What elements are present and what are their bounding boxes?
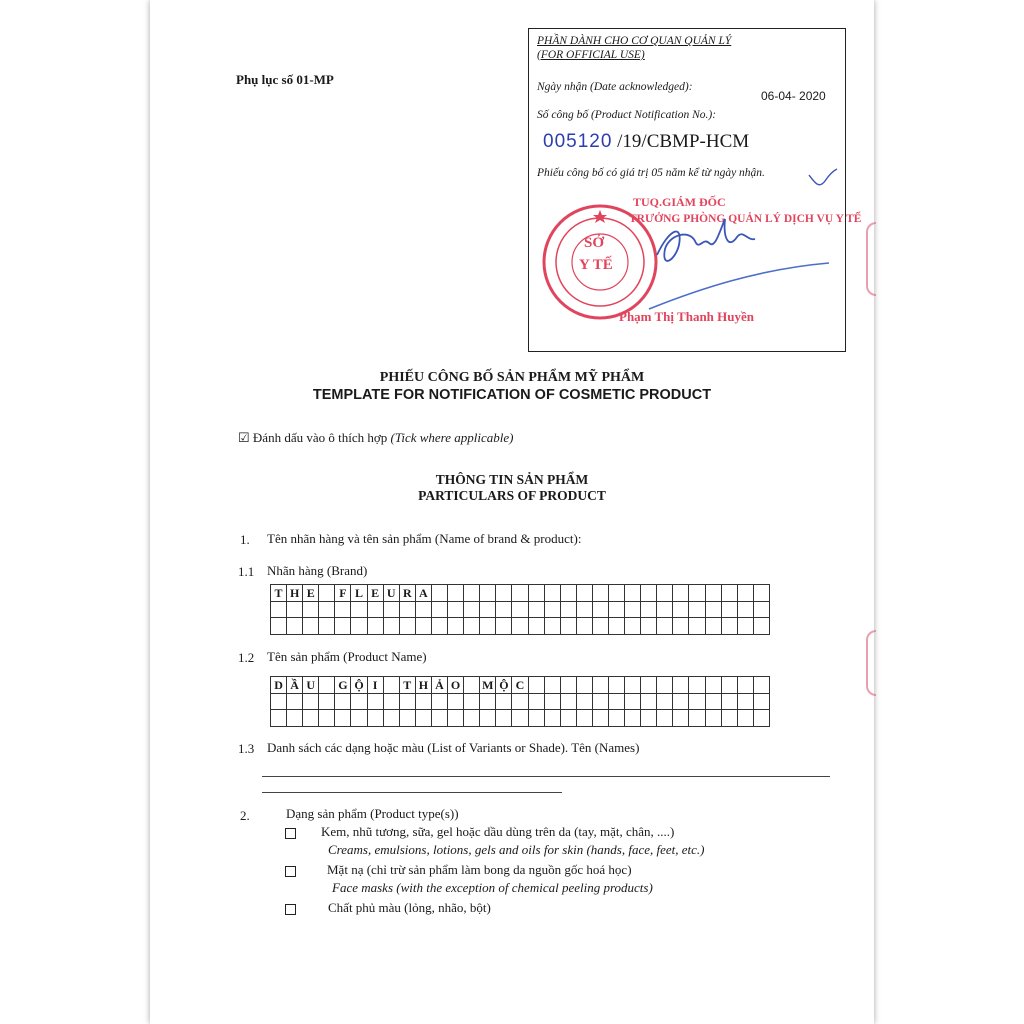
grid-cell — [319, 601, 335, 618]
grid-cell — [753, 677, 769, 694]
stamp-edge-mark — [866, 222, 876, 296]
item-2-text: Dạng sản phẩm (Product type(s)) — [286, 806, 459, 821]
grid-cell — [367, 693, 383, 710]
option-1-vi: Kem, nhũ tương, sữa, gel hoặc dầu dùng trên da (tay, mặt, chân, ....) — [321, 824, 675, 839]
stamp-center-top: SỞ — [584, 235, 605, 251]
grid-cell — [303, 601, 319, 618]
annex-label: Phụ lục số 01-MP — [236, 72, 334, 87]
grid-cell — [512, 601, 528, 618]
grid-cell: Ộ — [496, 677, 512, 694]
grid-cell — [544, 693, 560, 710]
grid-cell — [689, 693, 705, 710]
grid-cell — [721, 693, 737, 710]
grid-cell — [383, 677, 399, 694]
notification-number-suffix: /19/CBMP-HCM — [612, 131, 750, 152]
grid-cell — [576, 710, 592, 727]
grid-cell — [753, 618, 769, 635]
grid-cell — [335, 618, 351, 635]
grid-cell — [721, 618, 737, 635]
grid-cell — [448, 618, 464, 635]
grid-cell: Ộ — [351, 677, 367, 694]
grid-cell — [544, 618, 560, 635]
grid-cell — [496, 618, 512, 635]
grid-cell — [705, 677, 721, 694]
grid-cell — [335, 601, 351, 618]
item-1-1-number: 1.1 — [238, 564, 255, 579]
grid-cell — [641, 585, 657, 602]
grid-cell — [560, 710, 576, 727]
brand-character-grid — [270, 584, 770, 635]
official-use-box — [528, 28, 862, 352]
grid-cell — [657, 693, 673, 710]
item-1-3-number: 1.3 — [238, 741, 255, 756]
grid-cell — [592, 618, 608, 635]
grid-cell — [592, 601, 608, 618]
grid-cell — [592, 693, 608, 710]
grid-cell — [544, 601, 560, 618]
grid-cell — [271, 601, 287, 618]
grid-cell — [721, 585, 737, 602]
grid-cell — [287, 710, 303, 727]
grid-cell — [737, 677, 753, 694]
grid-cell — [560, 618, 576, 635]
handwritten-signature — [639, 159, 839, 319]
signer-name: Phạm Thị Thanh Huyền — [619, 309, 754, 324]
grid-cell: M — [480, 677, 496, 694]
section-title-vi: THÔNG TIN SẢN PHẨM — [435, 472, 589, 487]
variants-line — [262, 776, 830, 777]
grid-cell — [608, 618, 624, 635]
title-en: TEMPLATE FOR NOTIFICATION OF COSMETIC PRODUCT — [312, 387, 712, 403]
grid-cell — [303, 693, 319, 710]
grid-cell — [608, 710, 624, 727]
grid-cell — [431, 693, 447, 710]
grid-cell — [705, 585, 721, 602]
grid-cell — [592, 585, 608, 602]
official-header-en: (FOR OFFICIAL USE) — [537, 49, 645, 61]
grid-cell — [576, 585, 592, 602]
grid-cell — [544, 585, 560, 602]
grid-cell — [464, 710, 480, 727]
grid-cell — [576, 693, 592, 710]
grid-cell — [528, 710, 544, 727]
grid-cell: H — [415, 677, 431, 694]
grid-cell — [528, 601, 544, 618]
grid-cell — [415, 618, 431, 635]
grid-cell — [383, 601, 399, 618]
notification-number-value: 005120 — [543, 131, 613, 152]
grid-cell: T — [271, 585, 287, 602]
grid-cell — [673, 710, 689, 727]
stamp-title-1: TUQ.GIÁM ĐỐC — [633, 195, 726, 209]
grid-cell — [625, 585, 641, 602]
grid-cell — [319, 693, 335, 710]
official-header-vi: PHẦN DÀNH CHO CƠ QUAN QUẢN LÝ — [537, 35, 732, 47]
item-1-2-number: 1.2 — [238, 650, 255, 665]
grid-cell: L — [351, 585, 367, 602]
grid-cell — [592, 677, 608, 694]
grid-cell — [673, 601, 689, 618]
grid-cell — [464, 693, 480, 710]
grid-cell — [287, 693, 303, 710]
grid-cell — [721, 677, 737, 694]
grid-cell — [689, 585, 705, 602]
grid-cell — [737, 693, 753, 710]
grid-cell — [625, 710, 641, 727]
grid-cell — [303, 710, 319, 727]
grid-cell — [319, 710, 335, 727]
validity-note: Phiếu công bố có giá trị 05 năm kể từ ngày nhận. — [537, 167, 765, 179]
grid-cell: C — [512, 677, 528, 694]
tick-note-en: (Tick where applicable) — [390, 430, 514, 445]
grid-cell — [464, 585, 480, 602]
grid-cell — [335, 710, 351, 727]
tick-note-vi: ☑ Đánh dấu vào ô thích hợp — [238, 430, 391, 445]
option-3-vi: Chất phủ màu (lỏng, nhão, bột) — [328, 900, 491, 915]
grid-cell — [448, 710, 464, 727]
tick-note — [238, 430, 513, 446]
product-character-grid — [270, 676, 770, 727]
grid-cell — [383, 618, 399, 635]
grid-cell — [689, 677, 705, 694]
section-title-en: PARTICULARS OF PRODUCT — [418, 488, 606, 503]
grid-cell — [625, 677, 641, 694]
grid-cell — [496, 585, 512, 602]
grid-cell — [673, 693, 689, 710]
grid-cell — [608, 601, 624, 618]
grid-cell — [673, 585, 689, 602]
grid-cell — [705, 693, 721, 710]
grid-cell — [480, 618, 496, 635]
grid-cell — [544, 677, 560, 694]
grid-cell — [415, 601, 431, 618]
grid-cell: E — [303, 585, 319, 602]
stamp-title-2: TRƯỞNG PHÒNG QUẢN LÝ DỊCH VỤ Y TẾ — [629, 213, 862, 225]
grid-cell: E — [367, 585, 383, 602]
grid-cell — [383, 693, 399, 710]
grid-cell — [480, 585, 496, 602]
grid-cell — [464, 618, 480, 635]
grid-cell — [528, 585, 544, 602]
grid-cell — [512, 710, 528, 727]
date-label: Ngày nhận (Date acknowledged): — [537, 81, 693, 93]
grid-cell — [576, 677, 592, 694]
grid-cell — [657, 677, 673, 694]
grid-cell — [753, 693, 769, 710]
grid-cell — [737, 710, 753, 727]
grid-cell — [351, 693, 367, 710]
grid-cell — [641, 693, 657, 710]
item-1-2-text: Tên sản phẩm (Product Name) — [267, 649, 427, 664]
notification-number — [543, 131, 749, 153]
grid-cell — [705, 710, 721, 727]
variants-line — [262, 792, 562, 793]
grid-cell: A — [415, 585, 431, 602]
grid-cell — [383, 710, 399, 727]
grid-cell — [480, 693, 496, 710]
grid-cell — [415, 710, 431, 727]
grid-cell — [464, 601, 480, 618]
grid-cell: Ả — [431, 677, 447, 694]
grid-cell — [512, 618, 528, 635]
grid-cell — [641, 601, 657, 618]
grid-cell: D — [271, 677, 287, 694]
grid-cell — [689, 618, 705, 635]
grid-cell — [319, 677, 335, 694]
option-2-vi: Mặt nạ (chỉ trừ sản phẩm làm bong da nguồn gốc hoá học) — [327, 862, 632, 877]
grid-cell — [608, 693, 624, 710]
grid-cell — [753, 585, 769, 602]
grid-cell — [641, 618, 657, 635]
grid-cell — [496, 710, 512, 727]
grid-cell — [641, 710, 657, 727]
date-value: 06-04- 2020 — [761, 89, 826, 103]
grid-cell — [528, 677, 544, 694]
grid-cell — [721, 601, 737, 618]
grid-cell — [705, 618, 721, 635]
item-1-1-text: Nhãn hàng (Brand) — [267, 563, 368, 578]
grid-cell — [560, 601, 576, 618]
grid-cell — [657, 710, 673, 727]
grid-cell — [448, 693, 464, 710]
grid-cell — [399, 710, 415, 727]
grid-cell — [367, 618, 383, 635]
grid-cell — [737, 585, 753, 602]
grid-cell — [608, 677, 624, 694]
grid-cell: F — [335, 585, 351, 602]
grid-cell — [303, 618, 319, 635]
grid-cell: O — [448, 677, 464, 694]
grid-cell — [673, 618, 689, 635]
grid-cell — [399, 618, 415, 635]
grid-cell — [576, 601, 592, 618]
grid-cell — [415, 693, 431, 710]
title-vi: PHIẾU CÔNG BỐ SẢN PHẨM MỸ PHẨM — [379, 370, 645, 385]
grid-cell: G — [335, 677, 351, 694]
grid-cell — [367, 601, 383, 618]
grid-cell — [271, 693, 287, 710]
grid-cell — [689, 710, 705, 727]
grid-cell — [271, 618, 287, 635]
grid-cell — [560, 693, 576, 710]
grid-cell — [625, 693, 641, 710]
grid-cell — [464, 677, 480, 694]
product-type-checkbox[interactable] — [285, 866, 296, 877]
grid-cell — [673, 677, 689, 694]
grid-cell — [657, 618, 673, 635]
grid-cell — [448, 601, 464, 618]
grid-cell: U — [303, 677, 319, 694]
grid-cell — [576, 618, 592, 635]
stamp-edge-mark — [866, 630, 876, 696]
grid-cell — [431, 618, 447, 635]
grid-cell — [625, 618, 641, 635]
grid-cell — [480, 601, 496, 618]
item-1-number: 1. — [240, 532, 250, 547]
product-type-checkbox[interactable] — [285, 904, 296, 915]
grid-cell — [448, 585, 464, 602]
grid-cell — [560, 585, 576, 602]
grid-cell — [351, 710, 367, 727]
grid-cell — [560, 677, 576, 694]
grid-cell — [431, 710, 447, 727]
option-1-en: Creams, emulsions, lotions, gels and oils for skin (hands, face, feet, etc.) — [328, 842, 705, 857]
grid-cell — [592, 710, 608, 727]
grid-cell: R — [399, 585, 415, 602]
grid-cell — [496, 601, 512, 618]
grid-cell — [271, 710, 287, 727]
grid-cell: T — [399, 677, 415, 694]
grid-cell — [608, 585, 624, 602]
item-1-text: Tên nhãn hàng và tên sản phẩm (Name of brand & product): — [267, 531, 582, 546]
grid-cell — [753, 601, 769, 618]
grid-cell — [335, 693, 351, 710]
notification-label: Số công bố (Product Notification No.): — [537, 109, 717, 121]
grid-cell — [657, 601, 673, 618]
grid-cell — [351, 618, 367, 635]
grid-cell — [496, 693, 512, 710]
grid-cell — [287, 601, 303, 618]
grid-cell — [399, 693, 415, 710]
grid-cell — [641, 677, 657, 694]
grid-cell — [625, 601, 641, 618]
grid-cell: Ầ — [287, 677, 303, 694]
grid-cell — [367, 710, 383, 727]
grid-cell — [737, 601, 753, 618]
option-2-en: Face masks (with the exception of chemical peeling products) — [332, 880, 653, 895]
product-type-checkbox[interactable] — [285, 828, 296, 839]
stamp-center-bottom: Y TẾ — [579, 257, 613, 273]
grid-cell: H — [287, 585, 303, 602]
grid-cell: I — [367, 677, 383, 694]
grid-cell — [431, 585, 447, 602]
grid-cell — [528, 693, 544, 710]
grid-cell: U — [383, 585, 399, 602]
grid-cell — [512, 693, 528, 710]
grid-cell — [753, 710, 769, 727]
grid-cell — [528, 618, 544, 635]
grid-cell — [287, 618, 303, 635]
grid-cell — [705, 601, 721, 618]
grid-cell — [480, 710, 496, 727]
grid-cell — [431, 601, 447, 618]
item-1-3-text: Danh sách các dạng hoặc màu (List of Variants or Shade). Tên (Names) — [267, 740, 640, 755]
item-2-number: 2. — [240, 808, 250, 823]
grid-cell — [657, 585, 673, 602]
grid-cell — [512, 585, 528, 602]
grid-cell — [544, 710, 560, 727]
grid-cell — [319, 618, 335, 635]
grid-cell — [737, 618, 753, 635]
grid-cell — [351, 601, 367, 618]
grid-cell — [399, 601, 415, 618]
grid-cell — [319, 585, 335, 602]
grid-cell — [721, 710, 737, 727]
grid-cell — [689, 601, 705, 618]
